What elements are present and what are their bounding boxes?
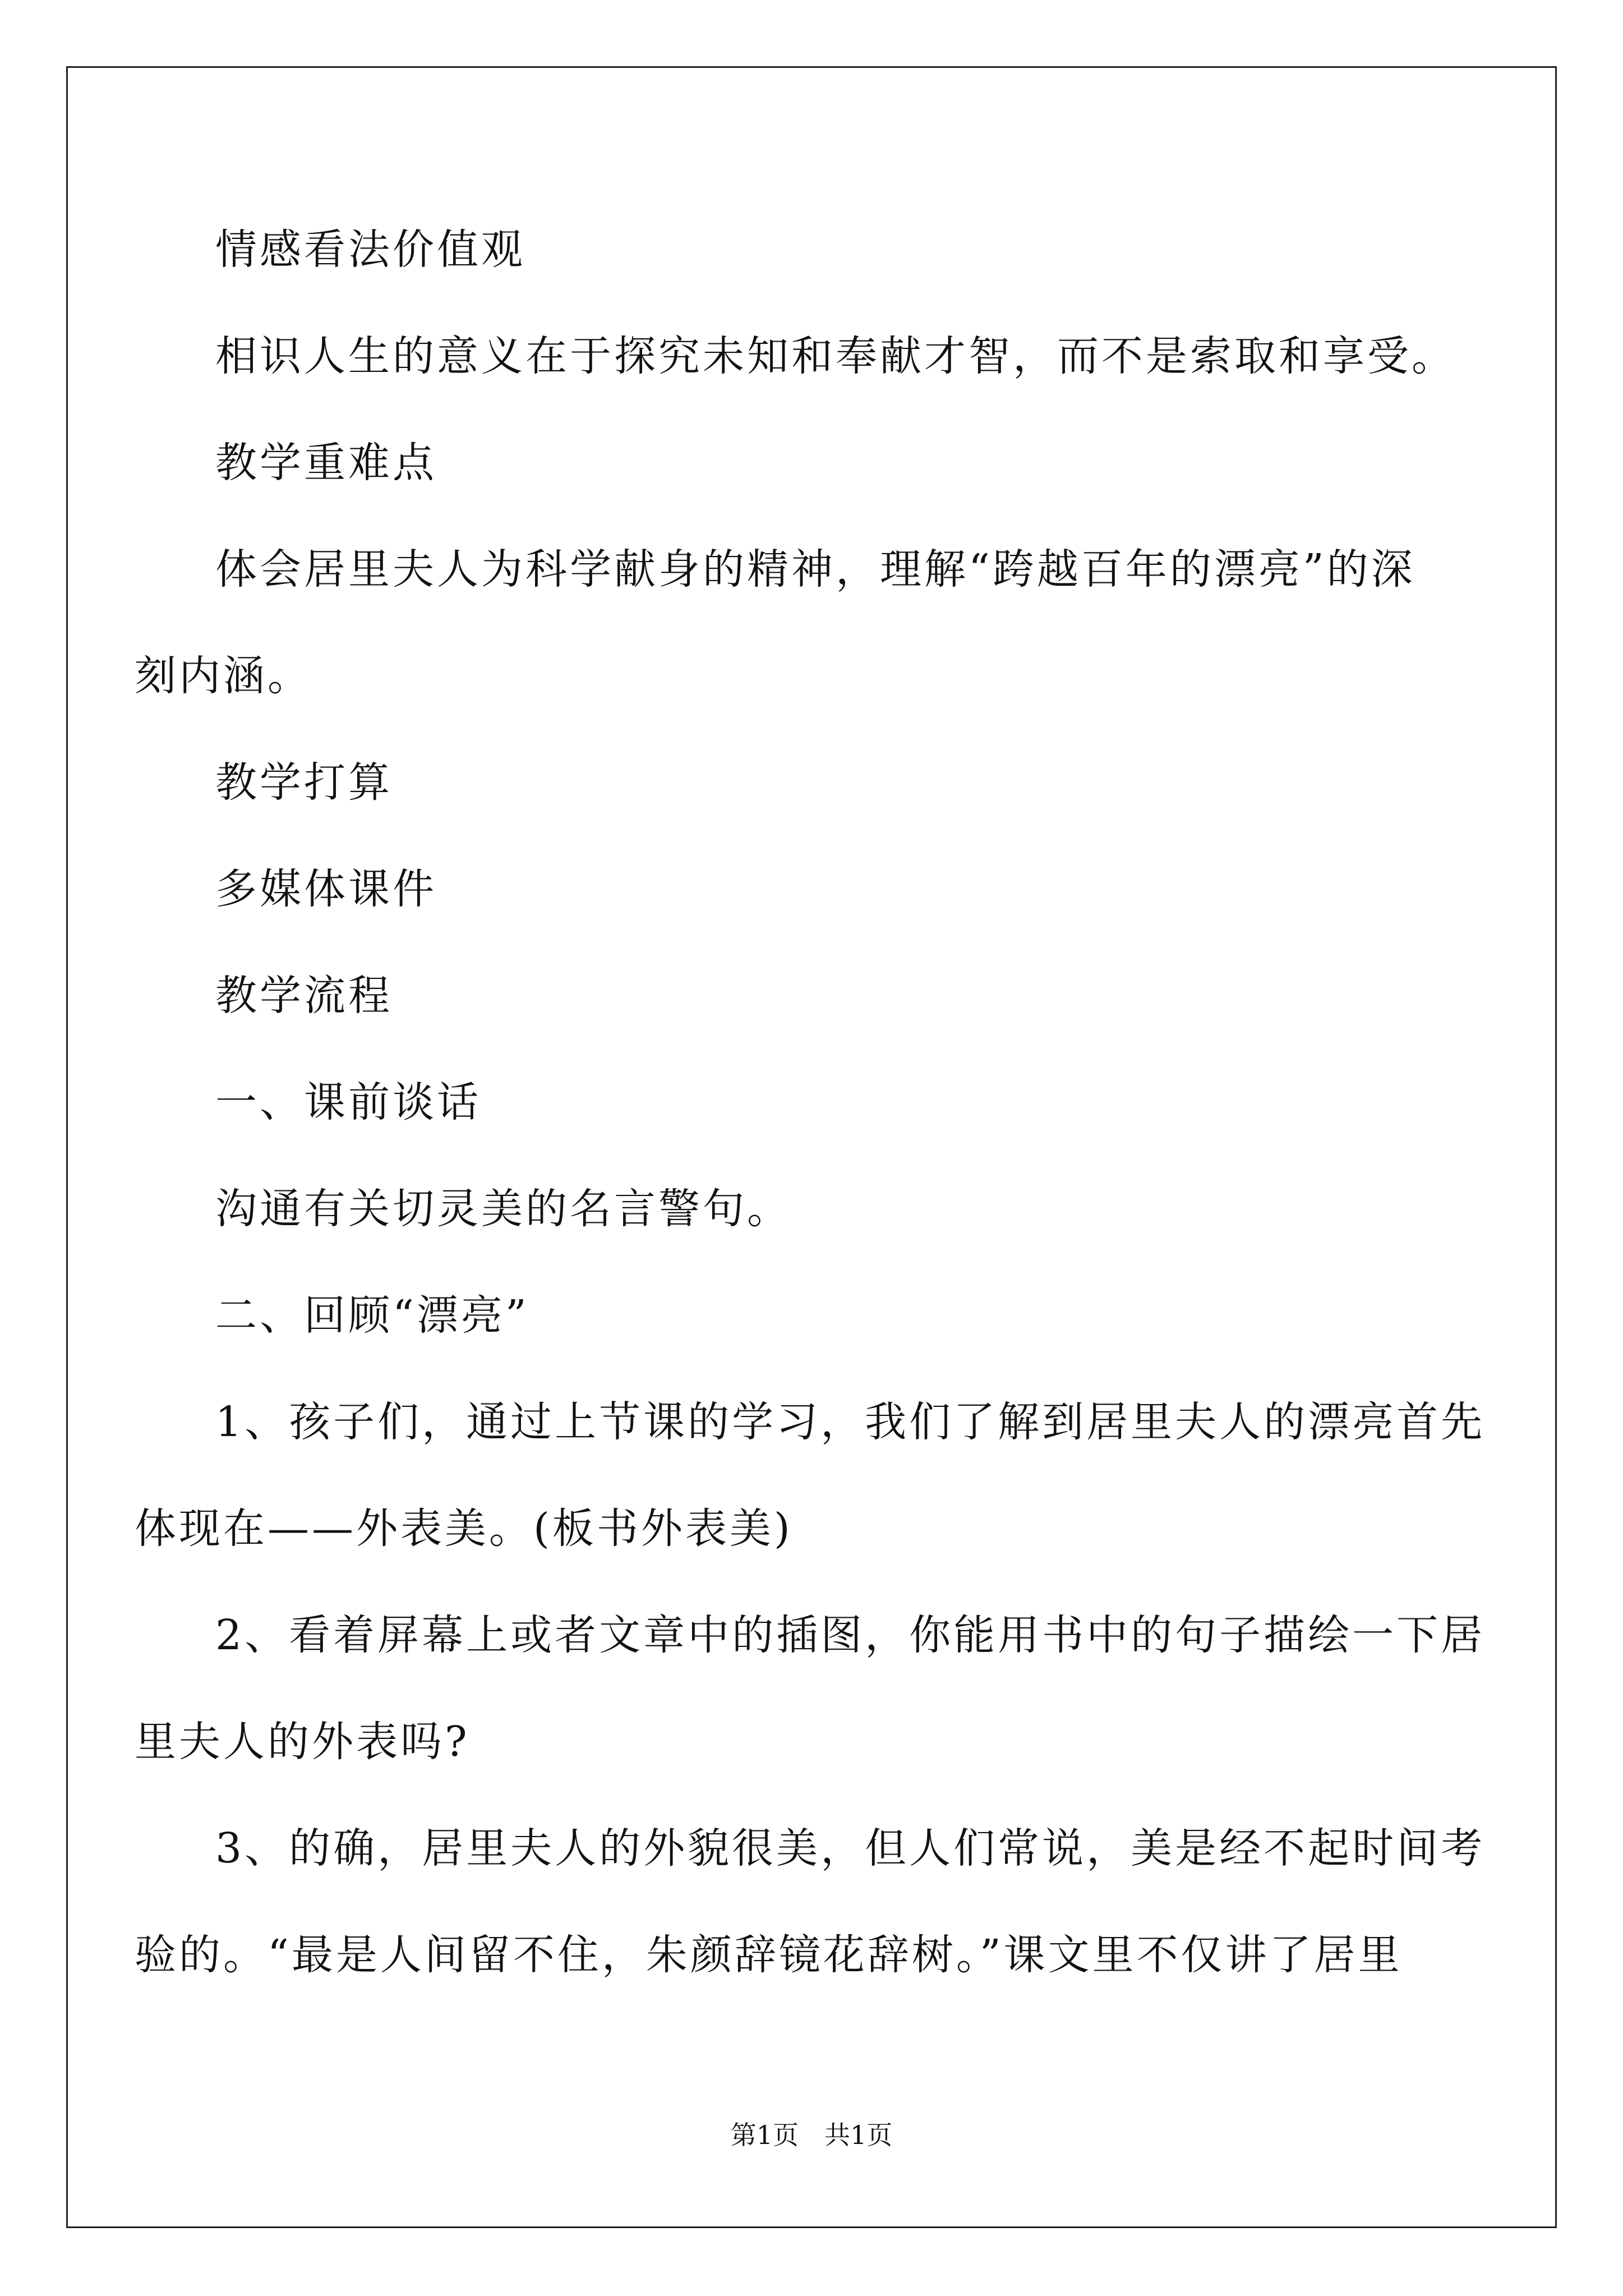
- section-heading: 一、课前谈话: [215, 1078, 481, 1126]
- section-heading: 教学流程: [215, 972, 393, 1020]
- paragraph: 2、看着屏幕上或者文章中的插图，你能用书中的句子描绘一下居: [215, 1611, 1486, 1659]
- paragraph-continuation: 里夫人的外表吗?: [135, 1718, 470, 1766]
- paragraph-continuation: 体现在——外表美。(板书外表美): [135, 1504, 793, 1553]
- paragraph: 沟通有关切灵美的名言警句。: [215, 1185, 791, 1233]
- paragraph: 3、的确，居里夫人的外貌很美，但人们常说，美是经不起时间考: [215, 1824, 1486, 1872]
- section-heading: 情感看法价值观: [215, 226, 525, 274]
- paragraph: 多媒体课件: [215, 865, 437, 913]
- paragraph-continuation: 验的。“最是人间留不住，朱颜辞镜花辞树。”课文里不仅讲了居里: [135, 1931, 1403, 1979]
- paragraph: 相识人生的意义在于探究未知和奉献才智，而不是索取和享受。: [215, 332, 1456, 380]
- section-heading: 教学打算: [215, 758, 393, 807]
- paragraph-continuation: 刻内涵。: [135, 652, 312, 700]
- section-heading: 二、回顾“漂亮”: [215, 1291, 529, 1340]
- section-heading: 教学重难点: [215, 439, 437, 487]
- paragraph: 体会居里夫人为科学献身的精神，理解“跨越百年的漂亮”的深: [215, 545, 1415, 593]
- page-footer: 第1页 共1页: [730, 2120, 893, 2150]
- page-border: [66, 66, 1557, 2228]
- paragraph: 1、孩子们，通过上节课的学习，我们了解到居里夫人的漂亮首先: [215, 1398, 1486, 1446]
